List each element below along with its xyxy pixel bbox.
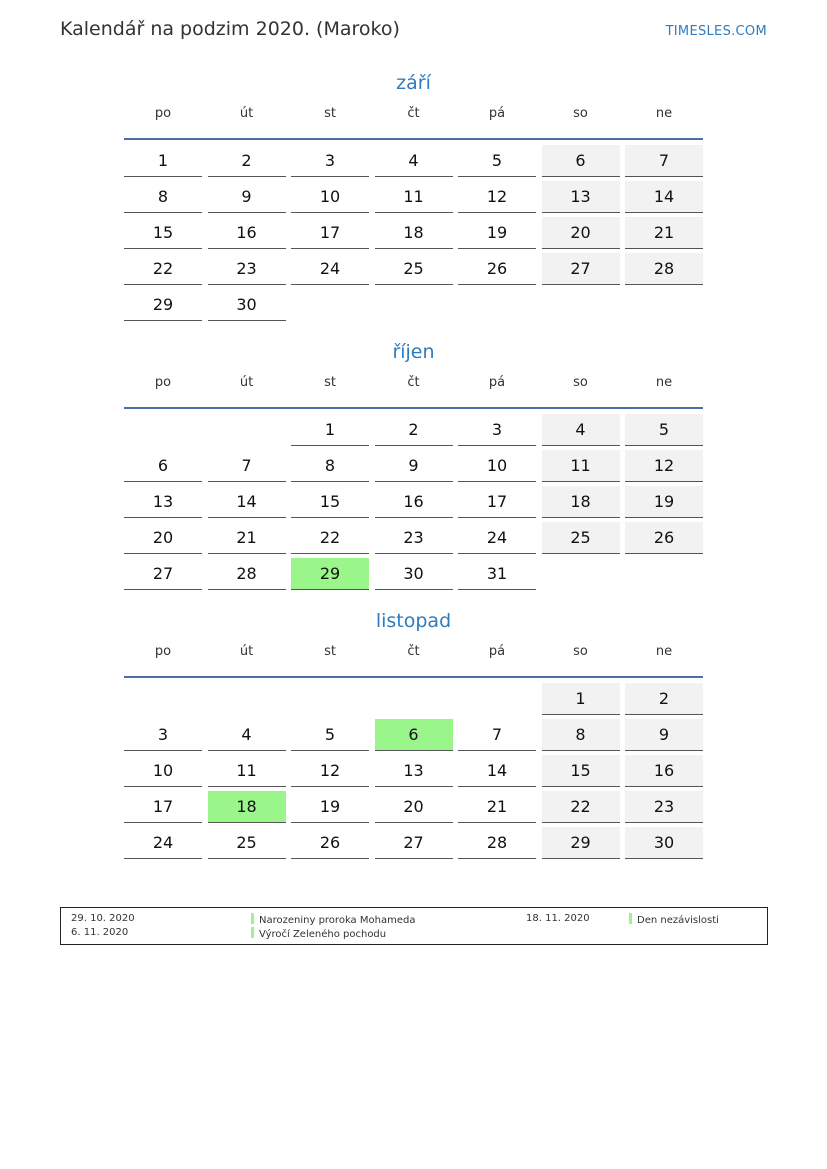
weekday-label: pá (488, 644, 506, 659)
day-cell: 28 (208, 558, 286, 590)
day-cell: 23 (625, 791, 703, 823)
legend-date: 18. 11. 2020 (526, 913, 590, 924)
day-cell: 29 (291, 558, 369, 590)
weekday-label: út (239, 644, 254, 659)
brand-link[interactable]: TIMESLES.COM (665, 24, 767, 39)
day-cell: 21 (458, 791, 536, 823)
weekday-label: st (324, 644, 336, 659)
day-cell: 30 (375, 558, 453, 590)
day-cell: 25 (208, 827, 286, 859)
day-cell: 23 (375, 522, 453, 554)
weekday-label: so (573, 375, 588, 390)
day-cell: 1 (542, 683, 620, 715)
legend-date: 6. 11. 2020 (71, 927, 129, 938)
day-cell: 29 (124, 289, 202, 321)
day-cell: 11 (375, 181, 453, 213)
day-cell: 27 (375, 827, 453, 859)
month-name: říjen (392, 341, 435, 363)
weekday-label: po (154, 106, 172, 121)
holiday-marker-icon (629, 913, 632, 924)
day-cell: 24 (458, 522, 536, 554)
day-cell: 9 (208, 181, 286, 213)
month-october (124, 337, 703, 583)
day-cell: 30 (625, 827, 703, 859)
day-cell: 10 (458, 450, 536, 482)
holiday-legend (60, 907, 768, 945)
day-cell: 22 (542, 791, 620, 823)
day-cell: 17 (458, 486, 536, 518)
day-cell: 19 (291, 791, 369, 823)
day-cell: 7 (208, 450, 286, 482)
holiday-marker-icon (251, 913, 254, 924)
day-cell: 27 (124, 558, 202, 590)
weekday-label: ne (655, 644, 673, 659)
day-cell: 1 (291, 414, 369, 446)
legend-date: 29. 10. 2020 (71, 913, 135, 924)
day-cell: 29 (542, 827, 620, 859)
day-cell: 9 (375, 450, 453, 482)
weekday-label: st (324, 106, 336, 121)
day-cell: 25 (542, 522, 620, 554)
day-cell: 15 (124, 217, 202, 249)
day-cell: 28 (458, 827, 536, 859)
weekday-label: čt (407, 106, 420, 121)
day-cell: 17 (291, 217, 369, 249)
holiday-marker-icon (251, 927, 254, 938)
day-cell: 6 (375, 719, 453, 751)
day-cell: 18 (375, 217, 453, 249)
day-cell: 24 (124, 827, 202, 859)
day-cell: 22 (124, 253, 202, 285)
day-cell: 6 (124, 450, 202, 482)
weekday-label: út (239, 375, 254, 390)
day-cell: 3 (124, 719, 202, 751)
weekday-label: st (324, 375, 336, 390)
legend-name: Den nezávislosti (637, 915, 719, 926)
day-cell: 25 (375, 253, 453, 285)
day-cell: 26 (458, 253, 536, 285)
day-cell: 3 (291, 145, 369, 177)
day-cell: 8 (542, 719, 620, 751)
day-cell: 16 (375, 486, 453, 518)
weekday-label: pá (488, 375, 506, 390)
day-cell: 17 (124, 791, 202, 823)
day-cell: 19 (458, 217, 536, 249)
month-name: září (396, 72, 431, 94)
day-cell: 4 (375, 145, 453, 177)
day-cell: 6 (542, 145, 620, 177)
day-cell: 20 (375, 791, 453, 823)
day-cell: 7 (458, 719, 536, 751)
day-cell: 5 (458, 145, 536, 177)
day-cell: 5 (625, 414, 703, 446)
day-cell: 21 (208, 522, 286, 554)
day-cell: 13 (124, 486, 202, 518)
day-cell: 4 (208, 719, 286, 751)
day-cell: 13 (375, 755, 453, 787)
month-name: listopad (375, 610, 452, 632)
day-cell: 30 (208, 289, 286, 321)
weekday-label: po (154, 644, 172, 659)
day-cell: 2 (625, 683, 703, 715)
day-cell: 18 (542, 486, 620, 518)
day-cell: 15 (291, 486, 369, 518)
day-cell: 18 (208, 791, 286, 823)
weekday-header (124, 642, 703, 678)
day-cell: 14 (458, 755, 536, 787)
day-cell: 4 (542, 414, 620, 446)
day-cell: 9 (625, 719, 703, 751)
day-cell: 7 (625, 145, 703, 177)
day-cell: 21 (625, 217, 703, 249)
day-cell: 16 (208, 217, 286, 249)
day-cell: 24 (291, 253, 369, 285)
weekday-label: čt (407, 644, 420, 659)
day-cell: 20 (542, 217, 620, 249)
legend-holiday (251, 927, 386, 941)
day-cell: 14 (208, 486, 286, 518)
day-cell: 3 (458, 414, 536, 446)
month-september (124, 68, 703, 314)
day-cell: 8 (124, 181, 202, 213)
day-cell: 12 (625, 450, 703, 482)
legend-holiday (251, 913, 415, 927)
day-cell: 2 (375, 414, 453, 446)
month-november (124, 606, 703, 852)
day-cell: 20 (124, 522, 202, 554)
weekday-label: ne (655, 106, 673, 121)
legend-name: Výročí Zeleného pochodu (259, 929, 387, 940)
day-cell: 2 (208, 145, 286, 177)
legend-name: Narozeniny proroka Mohameda (259, 915, 416, 926)
day-cell: 14 (625, 181, 703, 213)
day-cell: 10 (291, 181, 369, 213)
day-cell: 26 (625, 522, 703, 554)
weekday-label: so (573, 644, 588, 659)
day-cell: 19 (625, 486, 703, 518)
day-cell: 8 (291, 450, 369, 482)
day-cell: 10 (124, 755, 202, 787)
day-cell: 13 (542, 181, 620, 213)
day-cell: 11 (542, 450, 620, 482)
day-cell: 27 (542, 253, 620, 285)
day-cell: 28 (625, 253, 703, 285)
weekday-label: so (573, 106, 588, 121)
day-cell: 22 (291, 522, 369, 554)
weekday-label: čt (407, 375, 420, 390)
day-cell: 11 (208, 755, 286, 787)
weekday-label: pá (488, 106, 506, 121)
day-cell: 5 (291, 719, 369, 751)
day-cell: 26 (291, 827, 369, 859)
day-cell: 1 (124, 145, 202, 177)
weekday-header (124, 104, 703, 140)
day-cell: 12 (458, 181, 536, 213)
day-cell: 31 (458, 558, 536, 590)
day-cell: 16 (625, 755, 703, 787)
weekday-header (124, 373, 703, 409)
weekday-label: po (154, 375, 172, 390)
legend-holiday (629, 913, 719, 927)
weekday-label: ne (655, 375, 673, 390)
day-cell: 15 (542, 755, 620, 787)
day-cell: 12 (291, 755, 369, 787)
weekday-label: út (239, 106, 254, 121)
day-cell: 23 (208, 253, 286, 285)
page-title: Kalendář na podzim 2020. (Maroko) (60, 18, 400, 40)
